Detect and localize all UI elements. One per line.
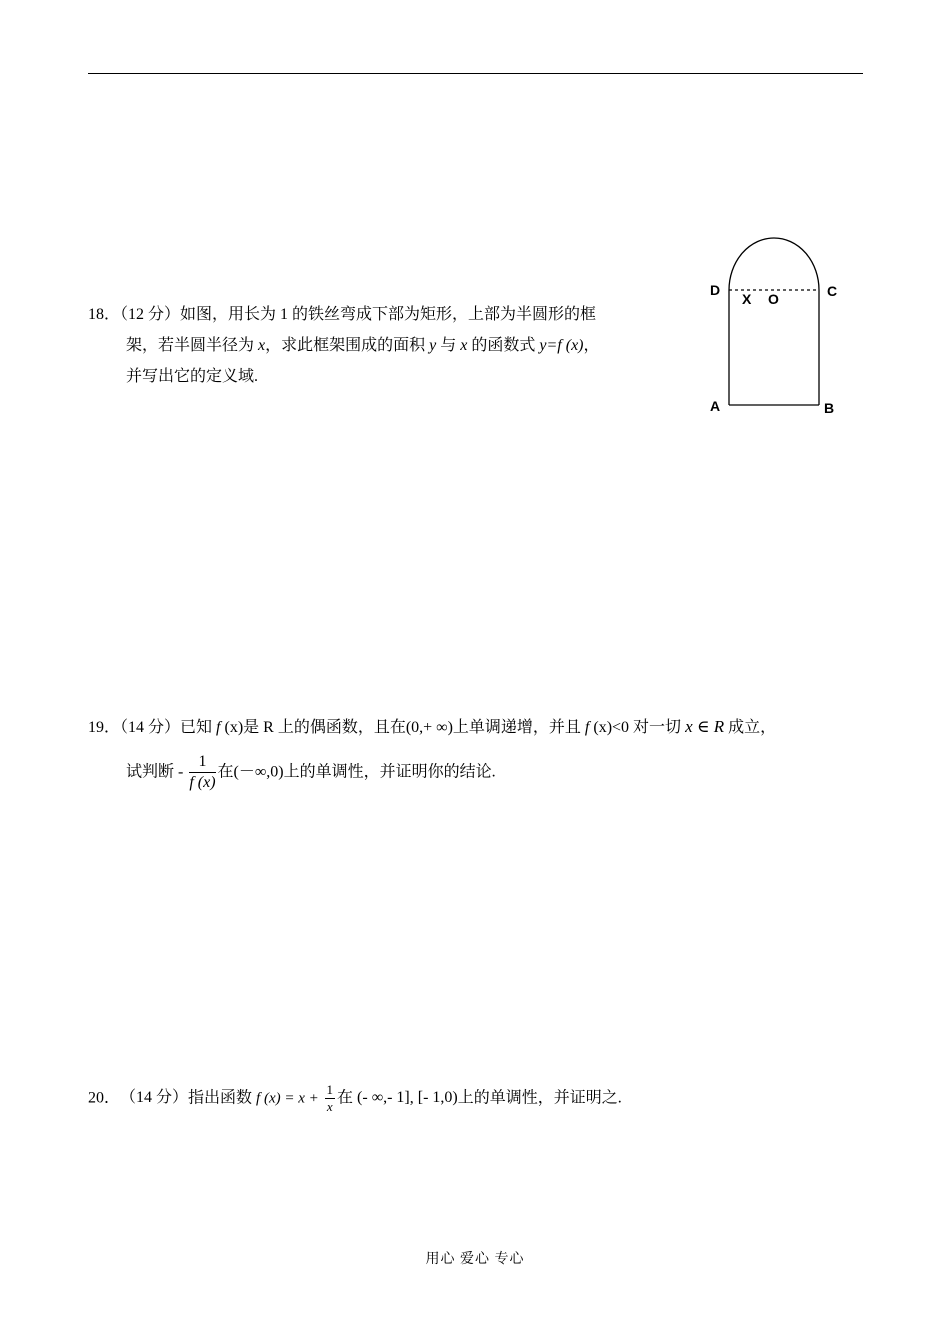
q18-line-1: 18．（12 分）如图，用长为 1 的铁丝弯成下部为矩形，上部为半圆形的框	[88, 306, 597, 323]
q19-line-2: 试判断 - $\frac{1}{f (x)}$ 在(－∞,0)上的单调性，并证明你的结论.	[126, 753, 496, 791]
label-b: B	[824, 400, 835, 416]
label-c: C	[827, 283, 838, 299]
semicircle-arc	[729, 238, 819, 290]
q18-line-3: 并写出它的定义域.	[126, 368, 259, 385]
q19-line-1: 19．（14 分）已知 f (x)是 R 上的偶函数，且在(0,+ ∞)上单调递增，并且 f (x)<0 对一切 x ∈ R 成立，	[88, 717, 777, 736]
fraction-1-over-x: $\frac{1}{x}$	[326, 1081, 334, 1114]
label-a: A	[710, 398, 721, 414]
label-o: O	[768, 291, 779, 307]
frame-figure	[700, 235, 850, 425]
header-rule	[88, 73, 863, 74]
q18-line-2: 架，若半圆半径为 x，求此框架围成的面积 y 与 x 的函数式 y=f (x)，	[126, 337, 600, 354]
q20-line-1: 20． （14 分）指出函数 f (x) = x + $\frac{1}{x}$ 在 (- ∞,- 1], [- 1,0)上的单调性，并证明之.	[88, 1081, 622, 1114]
label-x: X	[742, 291, 752, 307]
label-d: D	[710, 282, 721, 298]
footer-motto: 用心 爱心 专心	[425, 1252, 525, 1267]
fraction-1-over-fx: $\frac{1}{f (x)}$	[189, 753, 216, 791]
